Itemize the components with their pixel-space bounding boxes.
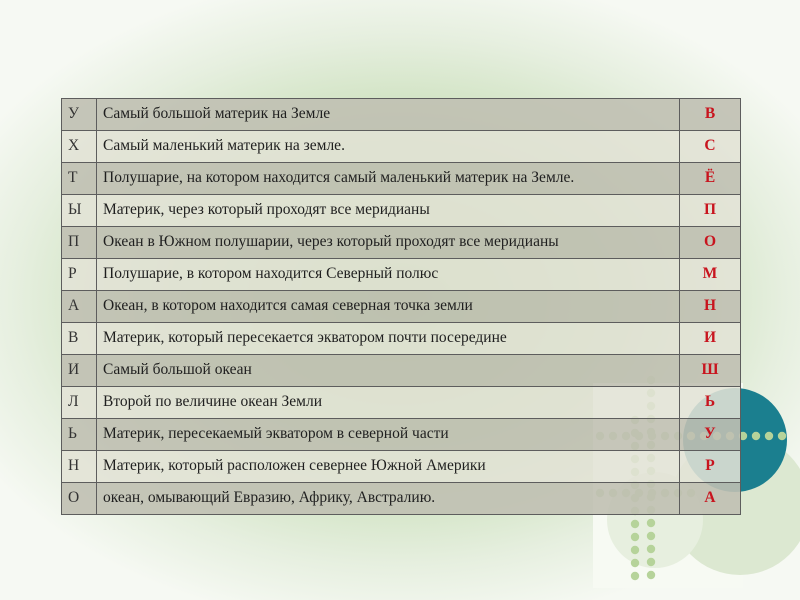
row-question-cell [97, 195, 680, 227]
row-question: Материк, который пересекается экватором почти посередине [103, 329, 507, 346]
table-row [62, 419, 741, 451]
decor-dot [631, 533, 639, 541]
row-answer: Ш [680, 355, 741, 387]
row-answer: Ё [680, 163, 741, 195]
row-question-cell [97, 419, 680, 451]
row-question: Самый большой океан [103, 361, 252, 378]
row-letter: И [62, 355, 97, 387]
row-answer: П [680, 195, 741, 227]
table-row [62, 323, 741, 355]
row-answer: А [680, 483, 741, 515]
row-answer: О [680, 227, 741, 259]
row-question-cell [97, 387, 680, 419]
row-question-cell [97, 291, 680, 323]
row-letter: П [62, 227, 97, 259]
table-row [62, 483, 741, 515]
row-question: океан, омывающий Евразию, Африку, Австралию. [103, 489, 436, 506]
row-question-cell [97, 323, 680, 355]
row-letter: Т [62, 163, 97, 195]
row-letter: О [62, 483, 97, 515]
row-question-cell [97, 99, 680, 131]
row-letter: А [62, 291, 97, 323]
row-question-cell [97, 483, 680, 515]
row-answer: Р [680, 451, 741, 483]
row-question-cell [97, 355, 680, 387]
row-question-cell [97, 227, 680, 259]
row-letter: У [62, 99, 97, 131]
row-question: Второй по величине океан Земли [103, 393, 323, 410]
table-row [62, 355, 741, 387]
table-row [62, 131, 741, 163]
table-row [62, 227, 741, 259]
decor-dot [647, 532, 655, 540]
row-answer: С [680, 131, 741, 163]
row-letter: В [62, 323, 97, 355]
row-answer: В [680, 99, 741, 131]
decor-dot [647, 571, 655, 579]
row-question: Материк, пересекаемый экватором в северной части [103, 425, 449, 442]
row-question-cell [97, 131, 680, 163]
quiz-table [61, 98, 741, 515]
table-row [62, 451, 741, 483]
row-question-cell [97, 259, 680, 291]
row-answer: М [680, 259, 741, 291]
table-row [62, 387, 741, 419]
decor-dot [778, 432, 786, 440]
row-question: Полушарие, в котором находится Северный полюс [103, 265, 439, 282]
row-question: Самый маленький материк на земле. [103, 137, 345, 154]
row-letter: Р [62, 259, 97, 291]
row-letter: Ы [62, 195, 97, 227]
row-letter: Х [62, 131, 97, 163]
table-row [62, 99, 741, 131]
row-question: Океан в Южном полушарии, через который проходят все меридианы [103, 233, 559, 250]
row-answer: И [680, 323, 741, 355]
decor-dot [631, 572, 639, 580]
row-letter: Н [62, 451, 97, 483]
decor-dot [765, 432, 773, 440]
row-answer: Н [680, 291, 741, 323]
table-row [62, 163, 741, 195]
row-answer: У [680, 419, 741, 451]
row-letter: Ь [62, 419, 97, 451]
row-question: Океан, в котором находится самая северная точка земли [103, 297, 473, 314]
row-question: Полушарие, на котором находится самый маленький материк на Земле. [103, 169, 575, 186]
row-letter: Л [62, 387, 97, 419]
row-question-cell [97, 451, 680, 483]
decor-dot [752, 432, 760, 440]
decor-dot [647, 558, 655, 566]
decor-dot [631, 520, 639, 528]
row-question-cell [97, 163, 680, 195]
decor-dot [647, 545, 655, 553]
row-answer: Ь [680, 387, 741, 419]
table-row [62, 291, 741, 323]
row-question: Самый большой материк на Земле [103, 105, 331, 122]
decor-dot [647, 519, 655, 527]
decor-dot [631, 546, 639, 554]
decor-dot [631, 559, 639, 567]
row-question: Материк, который расположен севернее Южной Америки [103, 457, 486, 474]
table-row [62, 195, 741, 227]
row-question: Материк, через который проходят все меридианы [103, 201, 430, 218]
table-row [62, 259, 741, 291]
